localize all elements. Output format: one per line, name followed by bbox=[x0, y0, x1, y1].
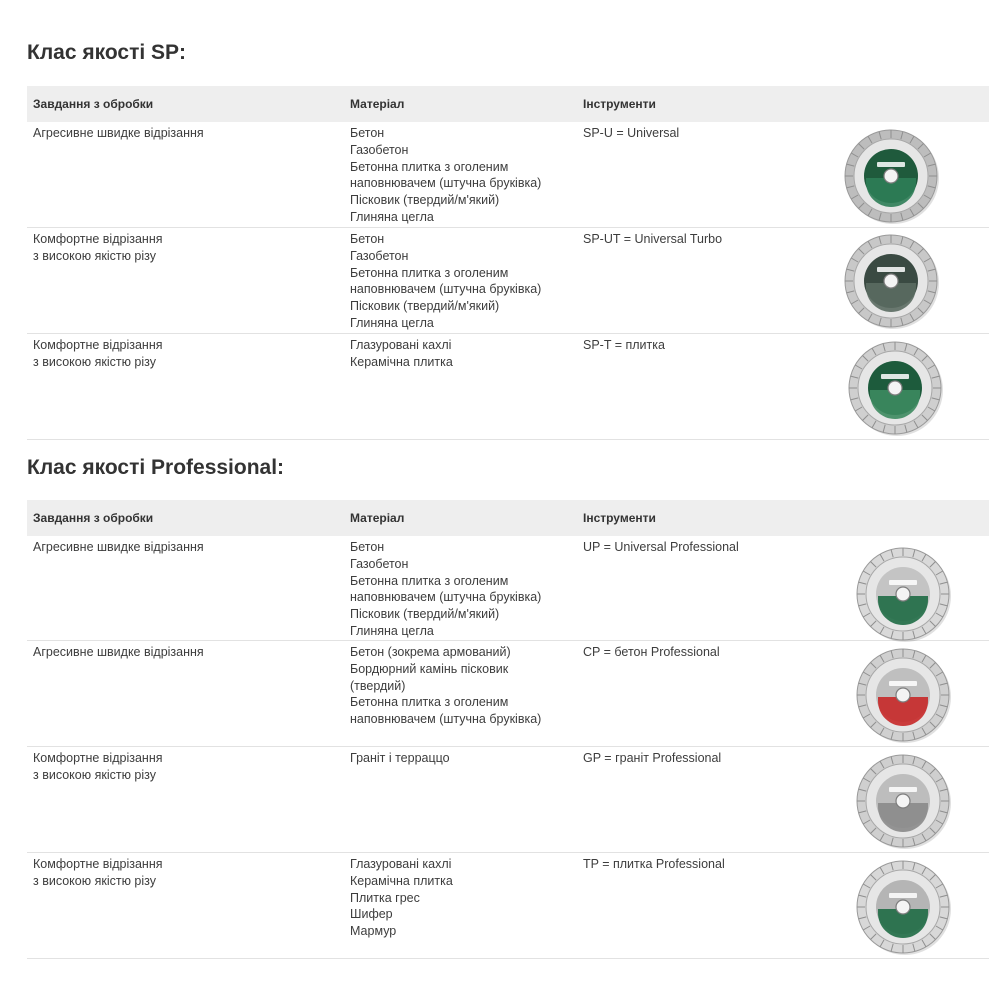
material-line: Бетон bbox=[350, 540, 385, 554]
material-line: Мармур bbox=[350, 924, 397, 939]
material-line: Граніт і терраццо bbox=[350, 751, 450, 765]
table-row bbox=[27, 853, 989, 959]
material-line: Газобетон bbox=[350, 556, 409, 571]
header-material: Матеріал bbox=[350, 511, 405, 525]
material-line: Пісковик (твердий/м'який) bbox=[350, 193, 500, 208]
material-line: Глиняна цегла bbox=[350, 623, 434, 638]
material-cell bbox=[350, 337, 453, 371]
material-cell bbox=[350, 125, 541, 226]
task-line: Комфортне відрізання bbox=[33, 232, 163, 246]
table-row bbox=[27, 536, 989, 641]
task-cell bbox=[33, 125, 204, 142]
table-row bbox=[27, 641, 989, 747]
task-cell bbox=[33, 856, 163, 890]
task-line: Комфортне відрізання bbox=[33, 338, 163, 352]
material-line: Глазуровані кахлі bbox=[350, 857, 452, 871]
task-line: Комфортне відрізання bbox=[33, 751, 163, 765]
material-line: Плитка грес bbox=[350, 890, 420, 905]
header-task: Завдання з обробки bbox=[33, 97, 154, 111]
section-title-professional: Клас якості Professional: bbox=[27, 456, 285, 479]
material-line: Шифер bbox=[350, 907, 393, 922]
task-line: з високою якістю різу bbox=[33, 767, 156, 782]
material-line: наповнювачем (штучна бруківка) bbox=[350, 590, 542, 605]
tp-disc-image bbox=[855, 859, 951, 955]
material-line: Керамічна плитка bbox=[350, 354, 453, 369]
table-row bbox=[27, 747, 989, 853]
material-line: Керамічна плитка bbox=[350, 873, 453, 888]
sp-u-disc-image bbox=[843, 128, 939, 224]
tool-cell: UP = Universal Professional bbox=[583, 540, 739, 554]
material-line: Бетонна плитка з оголеним bbox=[350, 573, 509, 588]
task-cell bbox=[33, 231, 163, 265]
material-line: Бетон bbox=[350, 232, 385, 246]
material-cell bbox=[350, 539, 541, 640]
material-line: Газобетон bbox=[350, 142, 409, 157]
sp-ut-disc-image bbox=[843, 233, 939, 329]
table-row bbox=[27, 334, 989, 440]
tool-cell: CP = бетон Professional bbox=[583, 645, 720, 659]
table-sp bbox=[27, 86, 989, 440]
material-line: Бетон (зокрема армований) bbox=[350, 645, 511, 659]
task-line: Агресивне швидке відрізання bbox=[33, 540, 204, 554]
tool-cell: GP = граніт Professional bbox=[583, 751, 722, 765]
tool-cell: SP-T = плитка bbox=[583, 338, 665, 352]
task-cell bbox=[33, 539, 204, 556]
material-line: Глиняна цегла bbox=[350, 209, 434, 224]
material-line: Пісковик (твердий/м'який) bbox=[350, 607, 500, 622]
task-line: з високою якістю різу bbox=[33, 873, 156, 888]
tool-cell: SP-UT = Universal Turbo bbox=[583, 232, 723, 246]
table-row bbox=[27, 228, 989, 334]
material-cell bbox=[350, 750, 450, 767]
gp-disc-image bbox=[855, 753, 951, 849]
task-cell bbox=[33, 644, 204, 661]
material-line: Бетонна плитка з оголеним bbox=[350, 695, 509, 710]
material-line: (твердий) bbox=[350, 678, 406, 693]
cp-disc-image bbox=[855, 647, 951, 743]
material-cell bbox=[350, 856, 453, 940]
up-disc-image bbox=[855, 546, 951, 642]
task-line: Комфортне відрізання bbox=[33, 857, 163, 871]
sp-t-disc-image bbox=[847, 340, 943, 436]
material-line: Бетонна плитка з оголеним bbox=[350, 159, 509, 174]
task-line: Агресивне швидке відрізання bbox=[33, 126, 204, 140]
header-task: Завдання з обробки bbox=[33, 511, 154, 525]
material-line: Газобетон bbox=[350, 248, 409, 263]
header-tools: Інструменти bbox=[583, 97, 656, 111]
material-cell bbox=[350, 644, 541, 728]
material-line: наповнювачем (штучна бруківка) bbox=[350, 282, 542, 297]
material-line: Бетонна плитка з оголеним bbox=[350, 265, 509, 280]
material-line: Глазуровані кахлі bbox=[350, 338, 452, 352]
tool-cell: TP = плитка Professional bbox=[583, 857, 725, 871]
material-line: Бордюрний камінь пісковик bbox=[350, 661, 509, 676]
table-header bbox=[27, 500, 989, 536]
task-cell bbox=[33, 750, 163, 784]
table-professional bbox=[27, 500, 989, 959]
section-title-sp: Клас якості SP: bbox=[27, 41, 187, 64]
header-material: Матеріал bbox=[350, 97, 405, 111]
table-header bbox=[27, 86, 989, 122]
task-line: Агресивне швидке відрізання bbox=[33, 645, 204, 659]
task-line: з високою якістю різу bbox=[33, 354, 156, 369]
material-line: Бетон bbox=[350, 126, 385, 140]
material-line: наповнювачем (штучна бруківка) bbox=[350, 712, 542, 727]
tool-cell: SP-U = Universal bbox=[583, 126, 680, 140]
material-line: Пісковик (твердий/м'який) bbox=[350, 299, 500, 314]
material-line: наповнювачем (штучна бруківка) bbox=[350, 176, 542, 191]
task-cell bbox=[33, 337, 163, 371]
material-cell bbox=[350, 231, 541, 332]
header-tools: Інструменти bbox=[583, 511, 656, 525]
material-line: Глиняна цегла bbox=[350, 315, 434, 330]
task-line: з високою якістю різу bbox=[33, 248, 156, 263]
table-row bbox=[27, 122, 989, 228]
